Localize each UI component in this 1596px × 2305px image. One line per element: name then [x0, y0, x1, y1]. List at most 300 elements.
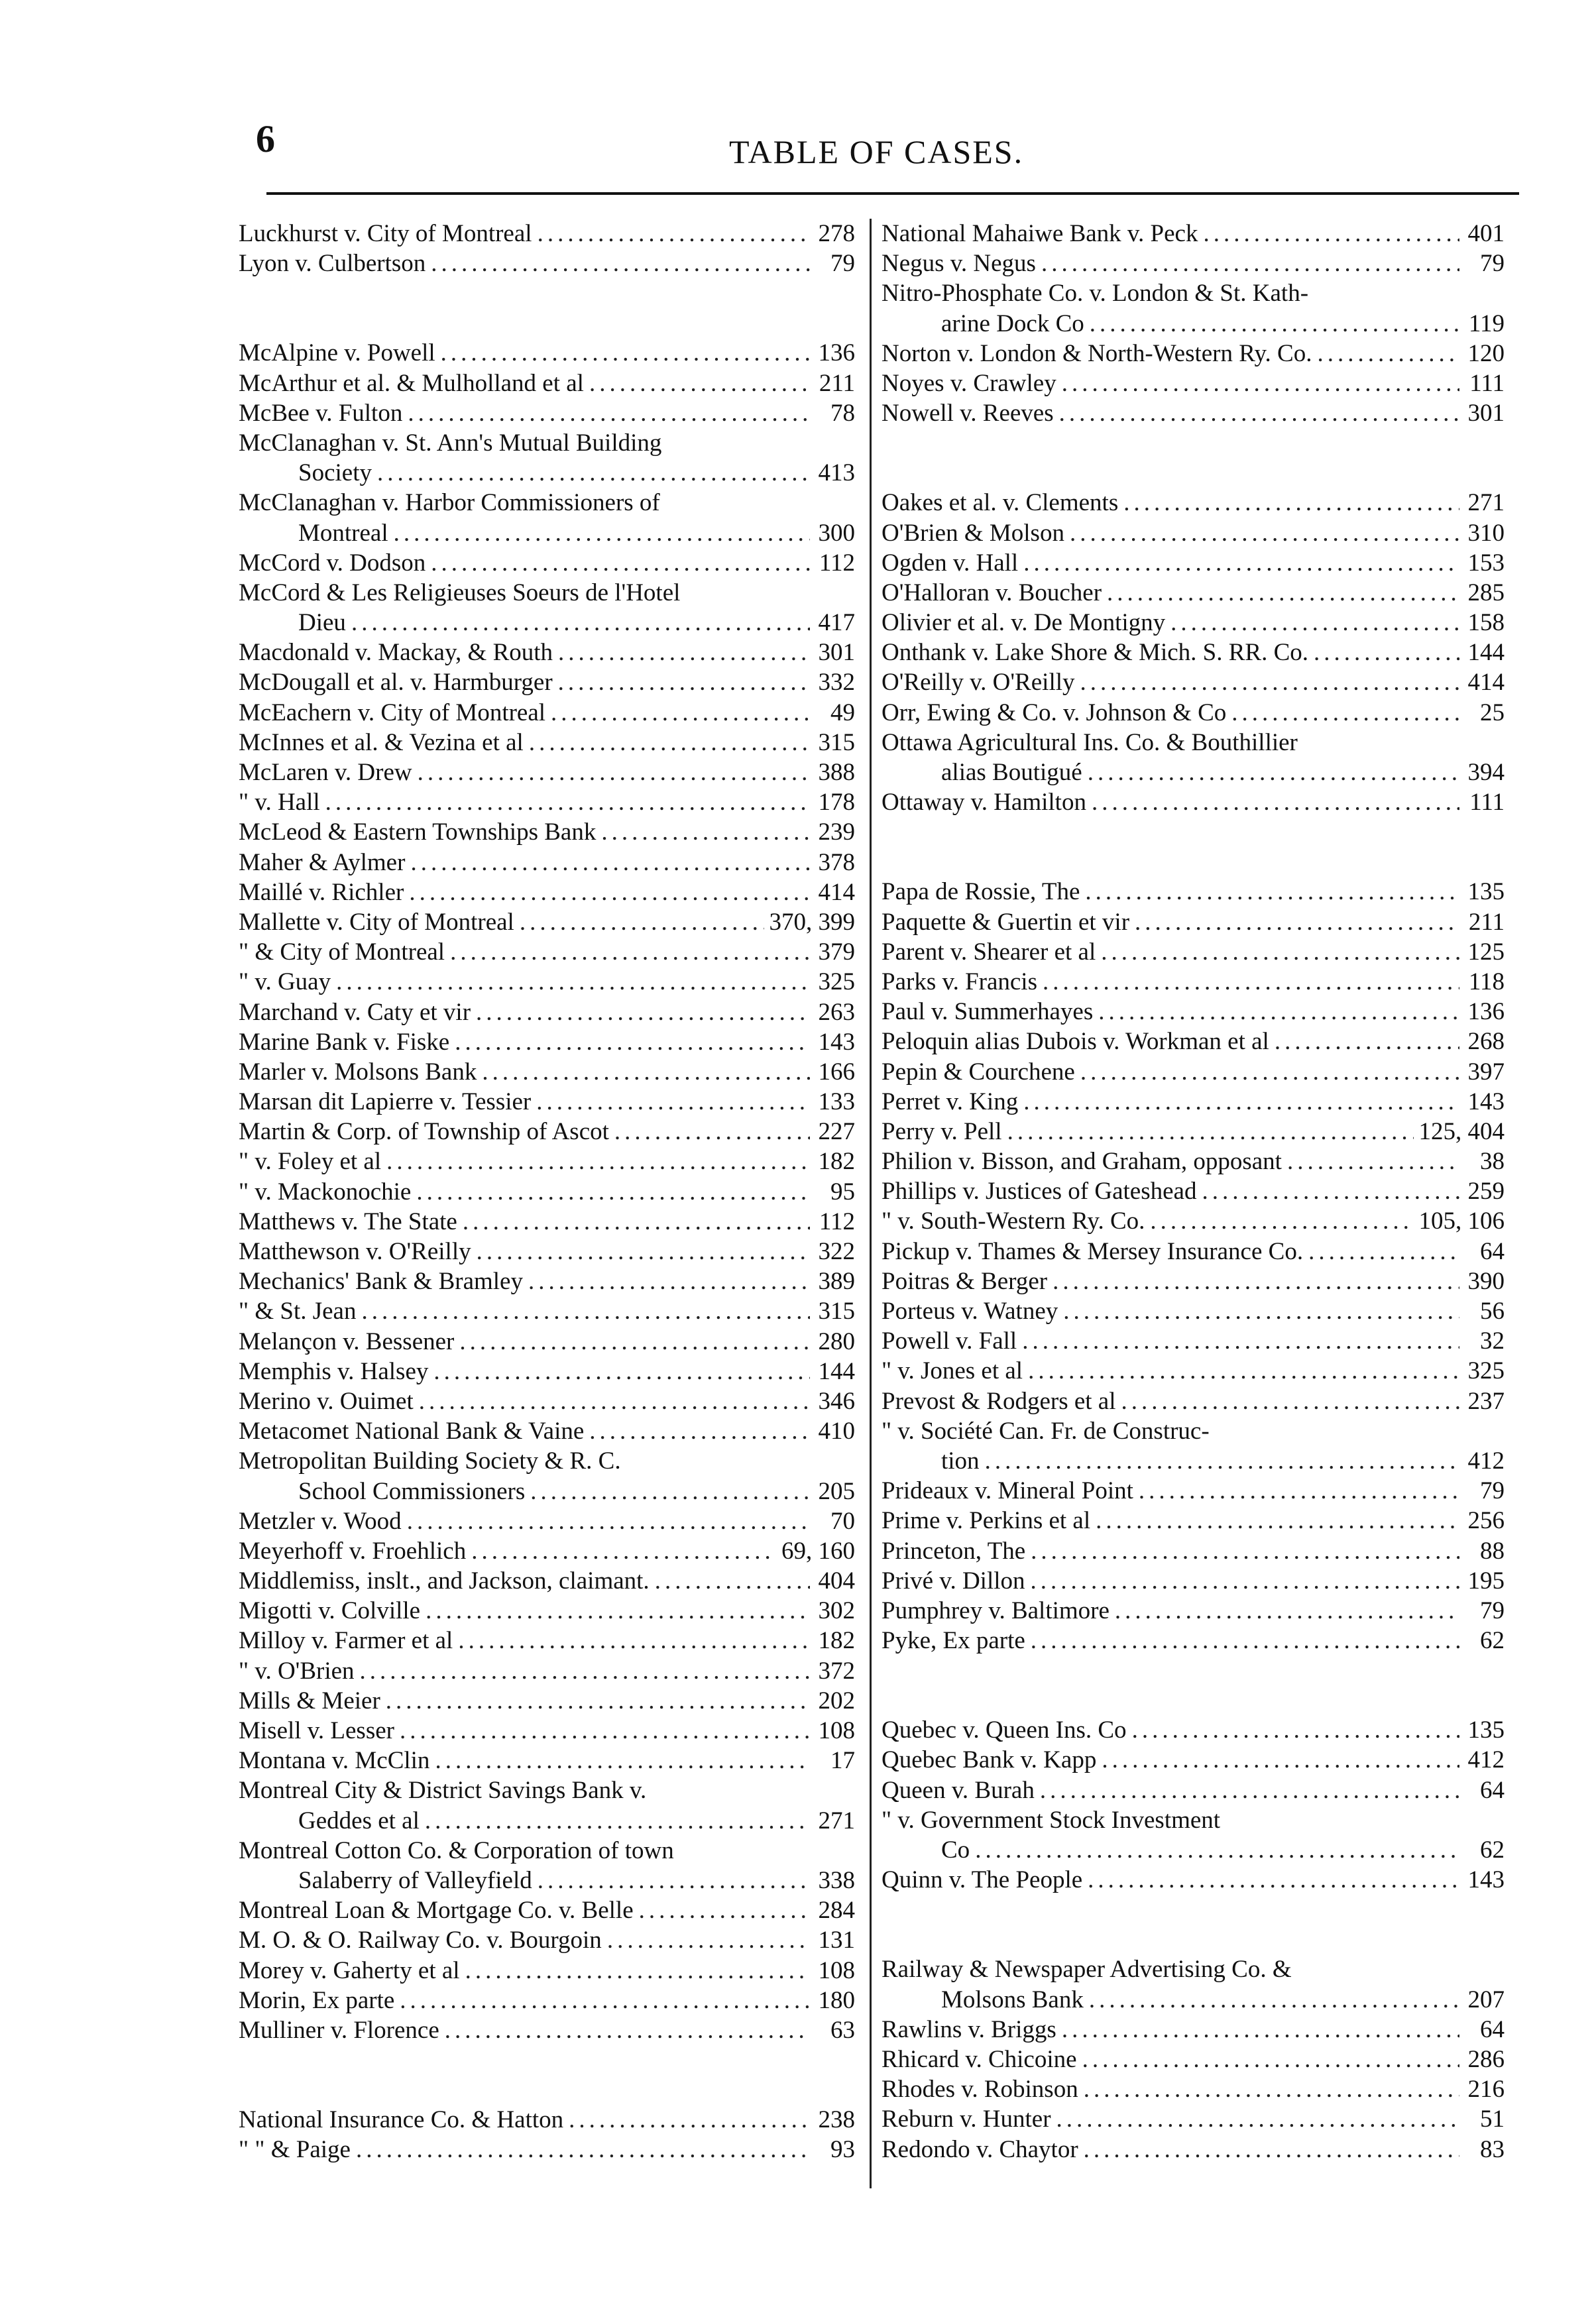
case-entry	[239, 1925, 855, 1955]
case-page-number: 111	[1469, 789, 1505, 816]
case-page-number: 180	[818, 1986, 855, 2014]
case-page-number: 112	[819, 1208, 855, 1235]
case-entry	[882, 1446, 1505, 1476]
case-page-number: 410	[818, 1418, 855, 1445]
dot-leader	[1098, 997, 1459, 1027]
dot-leader	[607, 1925, 810, 1955]
case-page-number: 119	[1468, 309, 1505, 337]
case-page-number: 263	[818, 998, 855, 1026]
case-entry	[882, 1835, 1505, 1865]
case-page-number: 136	[818, 339, 855, 367]
dot-leader	[1028, 1356, 1459, 1386]
case-page-number: 205	[818, 1477, 855, 1505]
case-entry	[882, 698, 1505, 728]
case-entry	[882, 339, 1505, 368]
case-entry	[882, 2074, 1505, 2104]
dot-leader	[477, 1237, 810, 1266]
case-name: Parks v. Francis	[882, 968, 1037, 995]
dot-leader	[465, 1956, 810, 1986]
dot-leader	[386, 1147, 810, 1176]
case-page-number: 227	[818, 1118, 855, 1146]
case-name: Privé v. Dillon	[882, 1567, 1025, 1595]
dot-leader	[377, 458, 810, 488]
case-entry	[239, 848, 855, 877]
case-name: Matthews v. The State	[239, 1208, 457, 1235]
case-entry	[239, 338, 855, 368]
case-name: McDougall et al. v. Harmburger	[239, 669, 553, 697]
case-page-number: 302	[818, 1597, 855, 1625]
case-entry	[239, 1386, 855, 1416]
dot-leader	[538, 1866, 810, 1895]
case-name: " v. Société Can. Fr. de Construc-	[882, 1417, 1210, 1445]
case-page-number: 414	[818, 878, 855, 906]
dot-leader	[1121, 1386, 1459, 1416]
case-name: Powell v. Fall	[882, 1327, 1017, 1355]
dot-leader	[1080, 667, 1459, 697]
case-name: Perry v. Pell	[882, 1117, 1002, 1145]
case-entry	[239, 2105, 855, 2135]
case-entry	[239, 817, 855, 847]
case-page-number: 338	[818, 1866, 855, 1894]
case-entry	[882, 1954, 1505, 1984]
dot-leader	[386, 1686, 810, 1716]
dot-leader	[1275, 1027, 1459, 1056]
case-name: Papa de Rossie, The	[882, 878, 1080, 906]
dot-leader	[482, 1057, 810, 1087]
case-page-number: 79	[1480, 1597, 1505, 1624]
case-entry	[239, 518, 855, 548]
case-name: " v. Hall	[239, 789, 320, 816]
dot-leader	[1101, 937, 1459, 967]
dot-leader	[1085, 877, 1459, 907]
dot-leader	[325, 787, 810, 817]
case-entry	[239, 458, 855, 488]
page-number: 6	[256, 117, 275, 160]
dot-leader	[476, 997, 810, 1027]
case-page-number: 278	[818, 220, 855, 247]
case-page-number: 79	[1480, 1477, 1505, 1505]
case-entry	[239, 1746, 855, 1775]
dot-leader	[558, 667, 810, 697]
case-name: Montana v. McClin	[239, 1747, 430, 1775]
case-page-number: 112	[819, 549, 855, 577]
case-name: " v. South-Western Ry. Co.	[882, 1208, 1145, 1235]
case-name: School Commissioners	[298, 1477, 526, 1505]
case-name: alias Boutigué	[941, 759, 1082, 786]
case-entry	[882, 967, 1505, 997]
case-page-number: 178	[818, 789, 855, 816]
case-entry	[239, 997, 855, 1027]
case-entry	[239, 907, 855, 937]
dot-leader	[1007, 1117, 1414, 1147]
case-name: Perret v. King	[882, 1088, 1019, 1115]
case-name: Philion v. Bisson, and Graham, opposant	[882, 1148, 1282, 1176]
case-entry	[239, 1477, 855, 1506]
case-name: Quebec Bank v. Kapp	[882, 1746, 1097, 1774]
dot-leader	[1023, 1087, 1459, 1117]
dot-leader	[1031, 1626, 1459, 1656]
case-name: O'Halloran v. Boucher	[882, 579, 1102, 606]
case-entry	[239, 1446, 855, 1476]
case-page-number: 153	[1467, 549, 1505, 577]
case-page-number: 271	[1467, 489, 1505, 517]
dot-leader	[426, 1596, 810, 1626]
left-column	[239, 219, 855, 2164]
dot-leader	[1031, 1566, 1459, 1596]
case-page-number: 49	[830, 699, 855, 726]
dot-leader	[1132, 1715, 1459, 1745]
case-page-number: 315	[818, 728, 855, 756]
case-page-number: 332	[818, 669, 855, 697]
dot-leader	[1022, 1326, 1459, 1356]
case-name: Marine Bank v. Fiske	[239, 1028, 450, 1056]
case-entry	[239, 2015, 855, 2045]
case-entry	[882, 1985, 1505, 2015]
case-entry	[882, 728, 1505, 758]
case-page-number: 414	[1467, 669, 1505, 697]
dot-leader	[1088, 1865, 1459, 1895]
dot-leader	[1059, 398, 1459, 428]
dot-leader	[463, 1207, 810, 1237]
case-entry	[882, 278, 1505, 308]
case-name: Orr, Ewing & Co. v. Johnson & Co	[882, 699, 1227, 726]
case-name: " " & Paige	[239, 2136, 351, 2164]
dot-leader	[1308, 1237, 1459, 1266]
dot-leader	[471, 1536, 776, 1566]
case-name: Marler v. Molsons Bank	[239, 1058, 477, 1086]
case-page-number: 125, 404	[1418, 1117, 1505, 1145]
section-gap	[882, 1656, 1505, 1715]
case-page-number: 412	[1467, 1746, 1505, 1774]
case-entry	[882, 2104, 1505, 2134]
case-name: Poitras & Berger	[882, 1267, 1048, 1295]
case-name: Luckhurst v. City of Montreal	[239, 220, 532, 247]
case-page-number: 372	[818, 1657, 855, 1685]
case-page-number: 125	[1467, 938, 1505, 966]
case-entry	[239, 1177, 855, 1207]
dot-leader	[1053, 1266, 1459, 1296]
case-page-number: 401	[1467, 220, 1505, 247]
case-page-number: 239	[818, 818, 855, 846]
case-page-number: 202	[818, 1687, 855, 1715]
case-entry	[882, 1386, 1505, 1416]
dot-leader	[360, 1656, 810, 1686]
section-gap	[239, 278, 855, 338]
case-entry	[882, 1865, 1505, 1895]
case-page-number: 280	[818, 1327, 855, 1355]
case-entry	[239, 1806, 855, 1836]
case-entry	[882, 1626, 1505, 1656]
dot-leader	[1062, 2015, 1459, 2045]
case-name: Phillips v. Justices of Gateshead	[882, 1178, 1197, 1206]
dot-leader	[1092, 787, 1459, 817]
case-name: arine Dock Co	[941, 309, 1084, 337]
dot-leader	[614, 1117, 810, 1147]
case-name: McEachern v. City of Montreal	[239, 699, 546, 726]
case-page-number: 378	[818, 848, 855, 876]
case-entry	[239, 1986, 855, 2015]
case-page-number: 182	[818, 1148, 855, 1176]
case-name: Mechanics' Bank & Bramley	[239, 1268, 523, 1296]
case-entry	[239, 667, 855, 697]
case-name: Ottawa Agricultural Ins. Co. & Bouthillier	[882, 728, 1298, 756]
case-page-number: 322	[818, 1238, 855, 1265]
case-page-number: 51	[1480, 2106, 1505, 2133]
case-name: " & St. Jean	[239, 1298, 357, 1325]
case-entry	[882, 877, 1505, 907]
case-entry	[882, 1266, 1505, 1296]
case-name: Quebec v. Queen Ins. Co	[882, 1716, 1127, 1744]
case-entry	[882, 1117, 1505, 1147]
case-name: Ottaway v. Hamilton	[882, 789, 1086, 816]
case-entry	[882, 1087, 1505, 1117]
case-entry	[882, 1206, 1505, 1236]
case-entry	[239, 1117, 855, 1147]
case-name: Nowell v. Reeves	[882, 400, 1054, 427]
case-name: Middlemiss, inslt., and Jackson, claimant.	[239, 1567, 650, 1595]
case-name: Montreal City & District Savings Bank v.	[239, 1777, 647, 1805]
case-entry	[239, 877, 855, 907]
case-entry	[882, 758, 1505, 787]
case-page-number: 25	[1480, 699, 1505, 726]
case-entry	[239, 638, 855, 667]
case-page-number: 63	[830, 2016, 855, 2044]
case-entry	[239, 548, 855, 578]
case-name: Rhicard v. Chicoine	[882, 2045, 1077, 2073]
case-page-number: 268	[1467, 1028, 1505, 1056]
dot-leader	[1040, 1775, 1459, 1805]
case-name: McAlpine v. Powell	[239, 339, 435, 367]
case-entry	[239, 1686, 855, 1716]
case-entry	[239, 1626, 855, 1656]
case-name: " v. Foley et al	[239, 1148, 382, 1176]
case-name: Martin & Corp. of Township of Ascot	[239, 1118, 609, 1146]
case-entry	[882, 1596, 1505, 1626]
dot-leader	[1056, 2104, 1459, 2134]
case-entry	[239, 758, 855, 787]
case-page-number: 143	[818, 1028, 855, 1056]
case-entry	[882, 1176, 1505, 1206]
case-page-number: 390	[1467, 1267, 1505, 1295]
case-name: Geddes et al	[298, 1807, 420, 1834]
dot-leader	[569, 2105, 810, 2135]
dot-leader	[409, 877, 810, 907]
case-page-number: 300	[818, 519, 855, 547]
case-page-number: 64	[1480, 1776, 1505, 1804]
case-name: M. O. & O. Railway Co. v. Bourgoin	[239, 1927, 602, 1954]
dot-leader	[361, 1296, 810, 1326]
case-entry	[882, 1745, 1505, 1775]
case-name: Prime v. Perkins et al	[882, 1507, 1091, 1535]
case-entry	[239, 219, 855, 249]
dot-leader	[1088, 758, 1459, 787]
case-entry	[882, 667, 1505, 697]
case-name: Molsons Bank	[941, 1986, 1084, 2013]
dot-leader	[1084, 2074, 1459, 2104]
case-name: McCord & Les Religieuses Soeurs de l'Hotel	[239, 579, 681, 606]
case-name: McInnes et al. & Vezina et al	[239, 728, 524, 756]
dot-leader	[1123, 488, 1459, 518]
case-entry	[882, 1805, 1505, 1835]
case-page-number: 62	[1480, 1627, 1505, 1655]
dot-leader	[419, 1386, 810, 1416]
case-entry	[882, 488, 1505, 518]
case-name: Macdonald v. Mackay, & Routh	[239, 639, 553, 667]
case-name: Paquette & Guertin et vir	[882, 908, 1130, 936]
case-name: Mallette v. City of Montreal	[239, 908, 514, 936]
case-name: Rhodes v. Robinson	[882, 2076, 1078, 2104]
case-entry	[239, 937, 855, 967]
case-page-number: 389	[818, 1268, 855, 1296]
case-entry	[882, 997, 1505, 1027]
case-entry	[239, 1296, 855, 1326]
case-entry	[882, 309, 1505, 339]
case-entry	[882, 2015, 1505, 2045]
dot-leader	[1150, 1206, 1413, 1236]
case-name: McLaren v. Drew	[239, 759, 412, 786]
case-name: Pickup v. Thames & Mersey Insurance Co.	[882, 1237, 1304, 1265]
case-name: Mills & Meier	[239, 1687, 380, 1715]
case-name: Negus v. Negus	[882, 250, 1036, 278]
dot-leader	[1090, 309, 1459, 339]
dot-leader	[1070, 518, 1459, 548]
case-page-number: 88	[1480, 1537, 1505, 1565]
case-name: Society	[298, 459, 372, 487]
case-page-number: 108	[818, 1717, 855, 1744]
dot-leader	[551, 698, 810, 728]
case-page-number: 238	[818, 2106, 855, 2134]
dot-leader	[351, 608, 810, 638]
case-entry	[239, 1027, 855, 1057]
case-page-number: 325	[1467, 1357, 1505, 1385]
dot-leader	[1082, 2045, 1459, 2074]
dot-leader	[1031, 1536, 1459, 1566]
case-name: Co	[941, 1836, 970, 1864]
case-name: Reburn v. Hunter	[882, 2106, 1051, 2133]
dot-leader	[601, 817, 810, 847]
case-page-number: 144	[818, 1357, 855, 1385]
dot-leader	[530, 1477, 810, 1506]
case-entry	[882, 1237, 1505, 1266]
dot-leader	[394, 518, 810, 548]
case-entry	[882, 1296, 1505, 1326]
dot-leader	[1102, 1745, 1459, 1775]
case-entry	[239, 1656, 855, 1686]
case-page-number: 301	[818, 639, 855, 667]
case-entry	[882, 1715, 1505, 1745]
case-page-number: 64	[1480, 1237, 1505, 1265]
case-page-number: 285	[1467, 579, 1505, 606]
case-name: Olivier et al. v. De Montigny	[882, 609, 1166, 637]
case-name: " v. Government Stock Investment	[882, 1806, 1221, 1834]
case-entry	[239, 1357, 855, 1386]
case-entry	[882, 1506, 1505, 1536]
dot-leader	[1107, 578, 1459, 608]
case-entry	[239, 1775, 855, 1805]
dot-leader	[450, 937, 810, 967]
case-entry	[882, 787, 1505, 817]
dot-leader	[1062, 368, 1459, 398]
case-name: Pumphrey v. Baltimore	[882, 1597, 1110, 1624]
case-entry	[239, 1087, 855, 1117]
case-entry	[882, 937, 1505, 967]
case-name: " v. Guay	[239, 968, 331, 996]
case-page-number: 158	[1467, 609, 1505, 637]
case-entry	[239, 1237, 855, 1266]
case-name: National Insurance Co. & Hatton	[239, 2106, 564, 2134]
column-divider	[870, 219, 872, 2188]
case-entry	[239, 1207, 855, 1237]
case-page-number: 144	[1467, 639, 1505, 667]
dot-leader	[985, 1446, 1459, 1476]
case-page-number: 346	[818, 1387, 855, 1415]
dot-leader	[1080, 1057, 1459, 1087]
dot-leader	[336, 967, 810, 997]
case-name: McClanaghan v. Harbor Commissioners of	[239, 489, 660, 517]
case-name: Ogden v. Hall	[882, 549, 1019, 577]
case-page-number: 216	[1467, 2076, 1505, 2104]
case-entry	[239, 1057, 855, 1087]
case-page-number: 38	[1480, 1148, 1505, 1176]
dot-leader	[1089, 1985, 1459, 2015]
case-entry	[882, 398, 1505, 428]
header-rule	[266, 192, 1519, 195]
case-entry	[882, 1476, 1505, 1506]
dot-leader	[1084, 2135, 1459, 2164]
case-page-number: 93	[830, 2136, 855, 2164]
case-name: Noyes v. Crawley	[882, 369, 1056, 397]
dot-leader	[1202, 1176, 1459, 1206]
case-entry	[239, 787, 855, 817]
case-name: Prevost & Rodgers et al	[882, 1387, 1116, 1415]
case-page-number: 135	[1467, 878, 1505, 906]
case-name: Prideaux v. Mineral Point	[882, 1477, 1133, 1505]
dot-leader	[655, 1566, 810, 1596]
case-entry	[882, 1416, 1505, 1446]
case-entry	[882, 1147, 1505, 1176]
case-name: Montreal	[298, 519, 388, 547]
case-name: Norton v. London & North-Western Ry. Co.	[882, 339, 1312, 367]
case-name: Salaberry of Valleyfield	[298, 1866, 532, 1894]
case-page-number: 95	[830, 1178, 855, 1206]
section-gap	[882, 1895, 1505, 1954]
dot-leader	[1203, 219, 1459, 249]
case-name: Parent v. Shearer et al	[882, 938, 1096, 966]
case-page-number: 211	[1468, 908, 1505, 936]
dot-leader	[441, 338, 810, 368]
section-gap	[882, 428, 1505, 488]
case-entry	[239, 488, 855, 518]
case-page-number: 412	[1467, 1447, 1505, 1475]
case-name: Migotti v. Colville	[239, 1597, 421, 1625]
case-entry	[239, 1147, 855, 1176]
case-name: " v. O'Brien	[239, 1657, 355, 1685]
case-page-number: 195	[1467, 1567, 1505, 1595]
case-name: McArthur et al. & Mulholland et al	[239, 369, 584, 397]
dot-leader	[458, 1626, 810, 1656]
case-page-number: 105, 106	[1418, 1208, 1505, 1235]
case-name: " & City of Montreal	[239, 938, 445, 966]
case-entry	[239, 698, 855, 728]
case-page-number: 182	[818, 1627, 855, 1655]
case-page-number: 136	[1467, 998, 1505, 1026]
case-name: Nitro-Phosphate Co. v. London & St. Kath-	[882, 280, 1309, 308]
case-page-number: 413	[818, 459, 855, 487]
dot-leader	[407, 1506, 810, 1536]
case-page-number: 388	[818, 759, 855, 786]
dot-leader	[459, 1327, 810, 1357]
case-name: National Mahaiwe Bank v. Peck	[882, 220, 1198, 247]
